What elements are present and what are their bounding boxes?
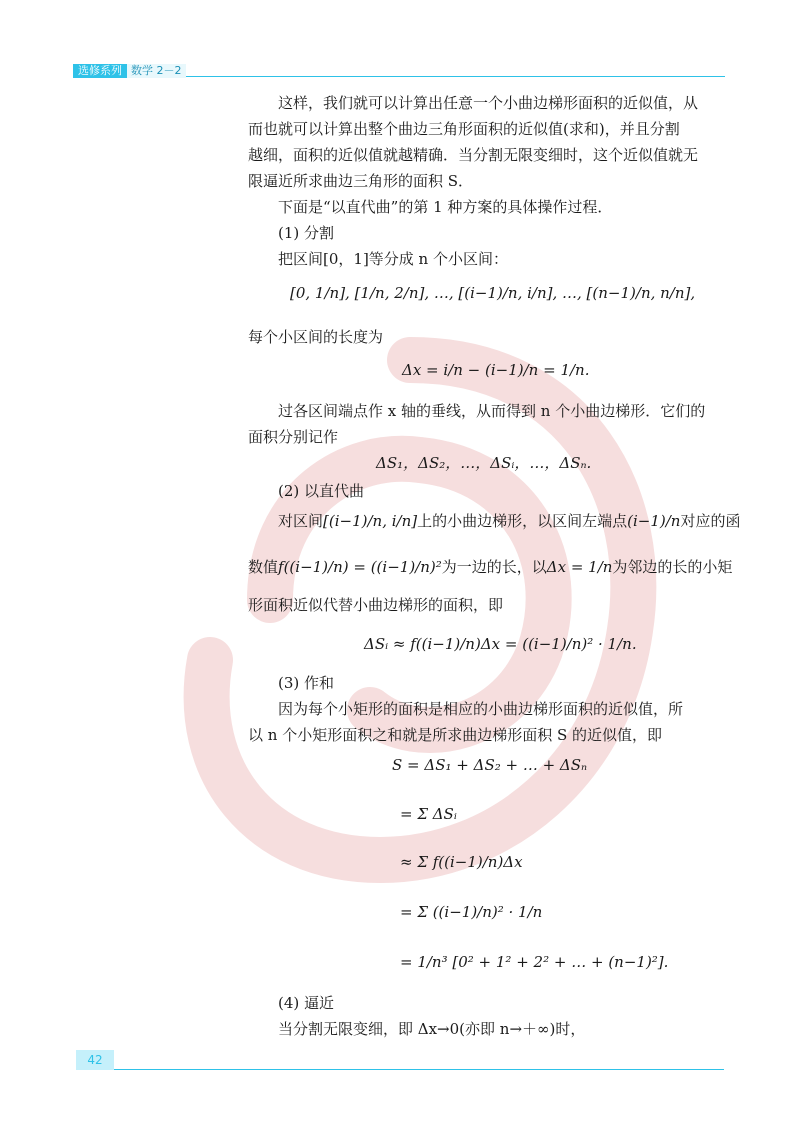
sum-line-4: = Σ ((i−1)/n)² · 1/n — [400, 903, 543, 921]
step2-interval-math: [(i−1)/n, i/n] — [323, 512, 418, 530]
length-label: 每个小区间的长度为 — [248, 328, 384, 346]
perp-line-2: 面积分别记作 — [248, 428, 339, 446]
series-tab: 选修系列 — [73, 64, 127, 78]
step2-part-a: 对区间 — [278, 512, 324, 530]
step2-part-f: 为邻边的长的小矩 — [612, 558, 733, 576]
step4-title: (4) 逼近 — [278, 994, 335, 1012]
step3-line-1: 因为每个小矩形的面积是相应的小曲边梯形面积的近似值，所 — [278, 700, 684, 718]
page-number: 42 — [76, 1050, 114, 1070]
step2-part-b: 上的小曲边梯形，以区间左端点 — [417, 512, 628, 530]
approx-formula: ΔSᵢ ≈ f((i−1)/n)Δx = ((i−1)/n)² · 1/n. — [364, 635, 637, 653]
step1-title: (1) 分割 — [278, 224, 335, 242]
step2-dx-math: Δx = 1/n — [546, 558, 613, 576]
step2-part-d: 数值 — [248, 558, 279, 576]
delta-x-formula: Δx = i/n − (i−1)/n = 1/n. — [402, 361, 590, 379]
step3-title: (3) 作和 — [278, 674, 335, 692]
page-footer — [76, 1050, 724, 1070]
intervals-formula: [0, 1/n], [1/n, 2/n], …, [(i−1)/n, i/n], …, [(n−1)/n, n/n], — [290, 284, 696, 302]
step2-part-e: 为一边的长，以 — [441, 558, 547, 576]
sum-line-2: = Σ ΔSᵢ — [400, 805, 457, 823]
book-tag: 数学 2－2 — [127, 64, 186, 78]
perp-line-1: 过各区间端点作 x 轴的垂线，从而得到 n 个小曲边梯形．它们的 — [278, 402, 706, 420]
plan-line: 下面是“以直代曲”的第 1 种方案的具体操作过程． — [278, 198, 613, 216]
sum-line-5: = 1/n³ [0² + 1² + 2² + … + (n−1)²]. — [400, 953, 669, 971]
footer-rule — [114, 1050, 724, 1070]
step2-fvalue-math: f((i−1)/n) = ((i−1)/n)² — [278, 558, 442, 576]
step2-part-c: 对应的函 — [680, 512, 741, 530]
intro-line-1: 这样，我们就可以计算出任意一个小曲边梯形面积的近似值，从 — [278, 94, 699, 112]
areas-list: ΔS₁，ΔS₂，…，ΔSᵢ，…，ΔSₙ. — [376, 454, 592, 472]
step2-line-1 — [278, 510, 740, 531]
step2-line-2 — [248, 556, 732, 577]
intro-line-2: 而也就可以计算出整个曲边三角形面积的近似值(求和)，并且分割 — [248, 120, 680, 138]
step3-line-2: 以 n 个小矩形面积之和就是所求曲边梯形面积 S 的近似值，即 — [248, 726, 663, 744]
step2-title: (2) 以直代曲 — [278, 482, 365, 500]
step2-left-endpoint-math: (i−1)/n — [627, 512, 681, 530]
step4-line-1: 当分割无限变细，即 Δx→0(亦即 n→＋∞)时， — [278, 1020, 586, 1038]
sum-line-3: ≈ Σ f((i−1)/n)Δx — [400, 853, 523, 871]
step1-text: 把区间[0，1]等分成 n 个小区间： — [278, 250, 508, 268]
step2-line-3: 形面积近似代替小曲边梯形的面积，即 — [248, 596, 504, 614]
intro-line-4: 限逼近所求曲边三角形的面积 S． — [248, 172, 474, 190]
sum-line-1: S = ΔS₁ + ΔS₂ + … + ΔSₙ — [392, 756, 588, 774]
intro-line-3: 越细，面积的近似值就越精确．当分割无限变细时，这个近似值就无 — [248, 146, 699, 164]
